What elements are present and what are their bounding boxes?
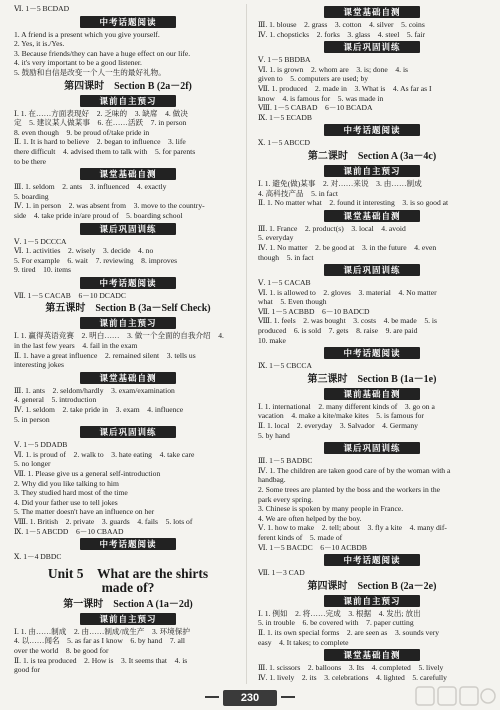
answer-line: Ⅱ. 1. is tea produced 2. How is 3. It seems that 4. is [14, 655, 188, 665]
section-banner: 课后巩固训练 [324, 442, 420, 454]
answer-line: Ⅵ. 1－5 BCDAD [14, 4, 70, 13]
answer-line: Ⅵ. 1. is allowed to 2. gloves 3. material 4. No matter [258, 287, 437, 297]
watermark-logo-icon [414, 684, 498, 708]
answer-line: Ⅳ. 1. lively 2. its 3. celebrations 4. lighted 5. carefully [258, 672, 447, 682]
answer-line: there difficult 4. advised them to talk with 5. for parents [14, 146, 196, 156]
section-banner: 课前自主预习 [324, 595, 420, 607]
answer-line: ferent kinds of 5. made of [258, 532, 343, 542]
answer-line: given to 5. computers are used; by [258, 74, 369, 84]
section-banner: 课前自主预习 [80, 317, 176, 329]
right-column [258, 4, 486, 682]
answer-line: 5. The matter doesn't have an influence on her [14, 507, 155, 517]
section-banner: 课前自主预习 [80, 613, 176, 625]
section-banner: 课堂基础自测 [324, 6, 420, 18]
answer-line: Ⅰ. 1. 在……方面表现好 2. 乏味的 3. 缺席 4. 做决 [14, 108, 188, 118]
section-banner: 中考话题阅读 [324, 347, 420, 359]
answer-line: Ⅰ. 1. 例如 2. 将……完成 3. 根据 4. 发出; 放出 [258, 608, 421, 618]
section-banner: 中考话题阅读 [80, 538, 176, 550]
answer-line: 3. They studied hard most of the time [14, 488, 128, 498]
section-banner: 课前自主预习 [324, 165, 420, 177]
answer-line: easy 4. It takes; to complete [258, 637, 349, 647]
unit-title: Unit 5 What are the shirts [47, 565, 209, 581]
answer-line: 1. A friend is a present which you give yourself. [14, 29, 160, 39]
page-number: 230 [223, 690, 277, 706]
left-column [14, 4, 242, 675]
answer-line: 5. in person [14, 414, 50, 424]
answer-line: Ⅹ. 1－5 ABCCD [258, 138, 311, 148]
answer-line: 3. Chinese is spoken by many people in France. [258, 504, 404, 514]
answer-line: Ⅴ. 1－5 CACAB [258, 278, 311, 288]
answer-line: Ⅸ. 1－5 CBCCA [258, 361, 312, 371]
answer-line: Ⅳ. 1. in person 2. was absent from 3. move to the country- [14, 201, 205, 211]
answer-line: Ⅴ. 1. how to make 2. tell; about 3. fly a kite 4. many dif- [258, 523, 447, 533]
answer-line: though 5. in fact [258, 252, 314, 262]
section-banner: 课后巩固训练 [324, 41, 420, 53]
answer-line: Ⅱ. 1. It is hard to believe 2. began to influence 3. life [14, 137, 186, 147]
unit-title-cont: made of? [101, 579, 155, 595]
answer-line: Ⅳ. 1. No matter 2. be good at 3. in the future 4. even [258, 242, 437, 252]
answer-line: Ⅴ. 1－5 BBDBA [258, 55, 311, 65]
answer-line: 4. Did your father use to tell jokes [14, 497, 118, 507]
answer-line: Ⅷ. 1－5 CABAD 6－10 BCADA [258, 103, 373, 113]
answer-line: Ⅰ. 1. 赢得英语竞赛 2. 明白…… 3. 做一个全面的自我介绍 4. [14, 331, 224, 341]
answer-line: 4. 以……闻名 5. as far as I know 6. by hand 7. all [14, 636, 186, 646]
answer-line: park every spring. [258, 494, 314, 504]
answer-line: 8. even though 9. be proud of/take pride in [14, 127, 150, 137]
answer-line: Ⅷ. 1. feels 2. was bought 3. costs 4. be made 5. is [258, 316, 438, 326]
answer-line: Ⅱ. 1. local 2. everyday 3. Salvador 4. Germany [258, 421, 418, 431]
answer-line: Ⅷ. 1. British 2. private 3. guards 4. fails 5. lots of [14, 516, 193, 526]
answer-line: Ⅲ. 1. ants 2. seldom/hardly 3. exam/examination [14, 385, 175, 395]
answer-line: Ⅹ. 1－4 DBDC [14, 552, 62, 562]
answer-line: over the world 8. be good for [14, 645, 109, 655]
answer-line: Ⅵ. 1－5 BACDC 6－10 ACBDB [258, 542, 367, 552]
answer-line: Ⅱ. 1. its own special forms 2. are seen as 3. sounds very [258, 627, 440, 637]
section-banner: 课堂基础自测 [324, 649, 420, 661]
answer-line: Ⅱ. 1. have a great influence 2. remained silent 3. tells us [14, 350, 196, 360]
section-banner: 课前基础自测 [324, 388, 420, 400]
answer-line: to be there [14, 156, 47, 166]
answer-line: Ⅶ. 1－3 CAD [258, 568, 305, 578]
lesson-heading: 第三课时 Section B (1a－1e) [307, 373, 437, 385]
section-banner: 课堂基础自测 [324, 210, 420, 222]
answer-line: Ⅳ. 1. chopsticks 2. forks 3. glass 4. steel 5. fair [258, 29, 426, 39]
answer-line: 5. boarding [14, 191, 49, 201]
answer-line: 10. make [258, 335, 286, 345]
answer-line: 2. Yes, it is./Yes. [14, 39, 65, 49]
answer-line: Ⅲ. 1. France 2. product(s) 3. local 4. avoid [258, 223, 406, 233]
answer-line: 4. general 5. introduction [14, 395, 97, 405]
answer-line: 5. everyday [258, 233, 294, 243]
section-banner: 课堂基础自测 [80, 372, 176, 384]
answer-line: side 4. take pride in/are proud of 5. boarding school [14, 210, 183, 220]
answer-line: Ⅲ. 1. seldom 2. ants 3. influenced 4. exactly [14, 182, 167, 192]
answer-line: 2. Why did you like talking to him [14, 478, 119, 488]
answer-line: what 5. Even though [258, 297, 327, 307]
answer-line: know 4. is famous for 5. was made in [258, 93, 384, 103]
answer-line: Ⅶ. 1. produced 2. made in 3. What is 4. As far as I [258, 83, 432, 93]
answer-line: Ⅶ. 1. Please give us a general self-introduction [14, 469, 161, 478]
answer-line: 5. by hand [258, 430, 290, 440]
section-banner: 课后巩固训练 [80, 426, 176, 438]
column-divider [246, 4, 247, 684]
answer-line: interesting jokes [14, 360, 64, 370]
lesson-heading: 第五课时 Section B (3a－Self Check) [45, 303, 211, 315]
answer-line: Ⅶ. 1－5 ACBBD 6－10 BADCD [258, 306, 370, 316]
section-banner: 中考话题阅读 [324, 124, 420, 136]
lesson-heading: 第一课时 Section A (1a－2d) [63, 598, 193, 610]
answer-line: Ⅲ. 1. scissors 2. balloons 3. Its 4. completed 5. lively [258, 663, 444, 673]
answer-line: Ⅸ. 1－5 ABCDD 6－10 CBAAD [14, 526, 124, 536]
section-banner: 中考话题阅读 [80, 16, 176, 28]
answer-line: 5. For example 6. wait 7. reviewing 8. improves [14, 255, 178, 265]
answer-line: Ⅰ. 1. international 2. many different kinds of 3. go on a [258, 401, 435, 411]
section-banner: 课后巩固训练 [80, 223, 176, 235]
section-banner: 中考话题阅读 [80, 277, 176, 289]
answer-line: produced 6. is sold 7. gets 8. raise 9. are paid [258, 326, 418, 336]
answer-line: Ⅰ. 1. 避免(做)某事 2. 对……来说 3. 由……制成 [258, 178, 422, 188]
answer-line: Ⅲ. 1. blouse 2. grass 3. cotton 4. silver 5. coins [258, 20, 425, 29]
answer-line: 5. no longer [14, 459, 51, 469]
answer-line: 3. Because friends/they can have a huge effect on our life. [14, 48, 191, 58]
answer-line: 5. 鼓励和自信是改变一个人一生的最好礼物。 [14, 67, 166, 77]
section-banner: 中考话题阅读 [324, 554, 420, 566]
answer-line: handbag. [258, 475, 286, 485]
lesson-heading: 第二课时 Section A (3a－4c) [307, 150, 437, 162]
answer-line: Ⅸ. 1－5 ECADB [258, 112, 312, 122]
answer-line: Ⅰ. 1. 由……制成 2. 由……制成/成生产 3. 环境保护 [14, 626, 190, 636]
answer-line: 4. it's very important to be a good listener. [14, 58, 142, 68]
answer-line: Ⅳ. 1. seldom 2. take pride in 3. exam 4. influence [14, 405, 184, 415]
answer-line: in the last few years 4. fail in the exam [14, 341, 138, 351]
answer-line: vacation 4. make a kite/make kites 5. is famous for [258, 411, 424, 421]
answer-line: Ⅵ. 1. is proud of 2. walk to 3. hate eating 4. take care [14, 449, 195, 459]
lesson-heading: 第四课时 Section B (2a－2f) [64, 80, 192, 92]
answer-line: Ⅵ. 1. is grown 2. whom are 3. is; done 4. is [258, 64, 409, 74]
answer-line: 5. in trouble 6. be covered with 7. paper cutting [258, 618, 414, 628]
answer-line: Ⅲ. 1－5 BADBC [258, 456, 313, 466]
section-banner: 课堂基础自测 [80, 168, 176, 180]
answer-line: Ⅵ. 1. activities 2. wisely 3. decide 4. no [14, 246, 154, 256]
section-banner: 课后巩固训练 [324, 264, 420, 276]
lesson-heading: 第四课时 Section B (2a－2e) [307, 580, 437, 592]
answer-line: good for [14, 665, 40, 675]
answer-line: 9. tired 10. items [14, 265, 71, 275]
answer-line: Ⅳ. 1. The children are taken good care of by the woman with a [258, 465, 451, 475]
answer-line: 定 5. 建议某人做某事 6. 在……活跃 7. in person [14, 118, 187, 128]
answer-line: Ⅴ. 1－5 DCCCA [14, 236, 67, 246]
answer-line: 2. Some trees are planted by the boss and the workers in the [258, 485, 440, 494]
answer-line: 4. We are often helped by the boy. [258, 513, 362, 523]
answer-line: 4. 高科技产品 5. in fact [258, 188, 338, 198]
section-banner: 课前自主预习 [80, 95, 176, 107]
answer-line: Ⅱ. 1. No matter what 2. found it interesting 3. is so good at [258, 198, 449, 208]
answer-line: Ⅶ. 1－5 CACAB 6－10 DCADC [14, 290, 126, 300]
answer-line: Ⅴ. 1－5 DDADB [14, 440, 68, 450]
